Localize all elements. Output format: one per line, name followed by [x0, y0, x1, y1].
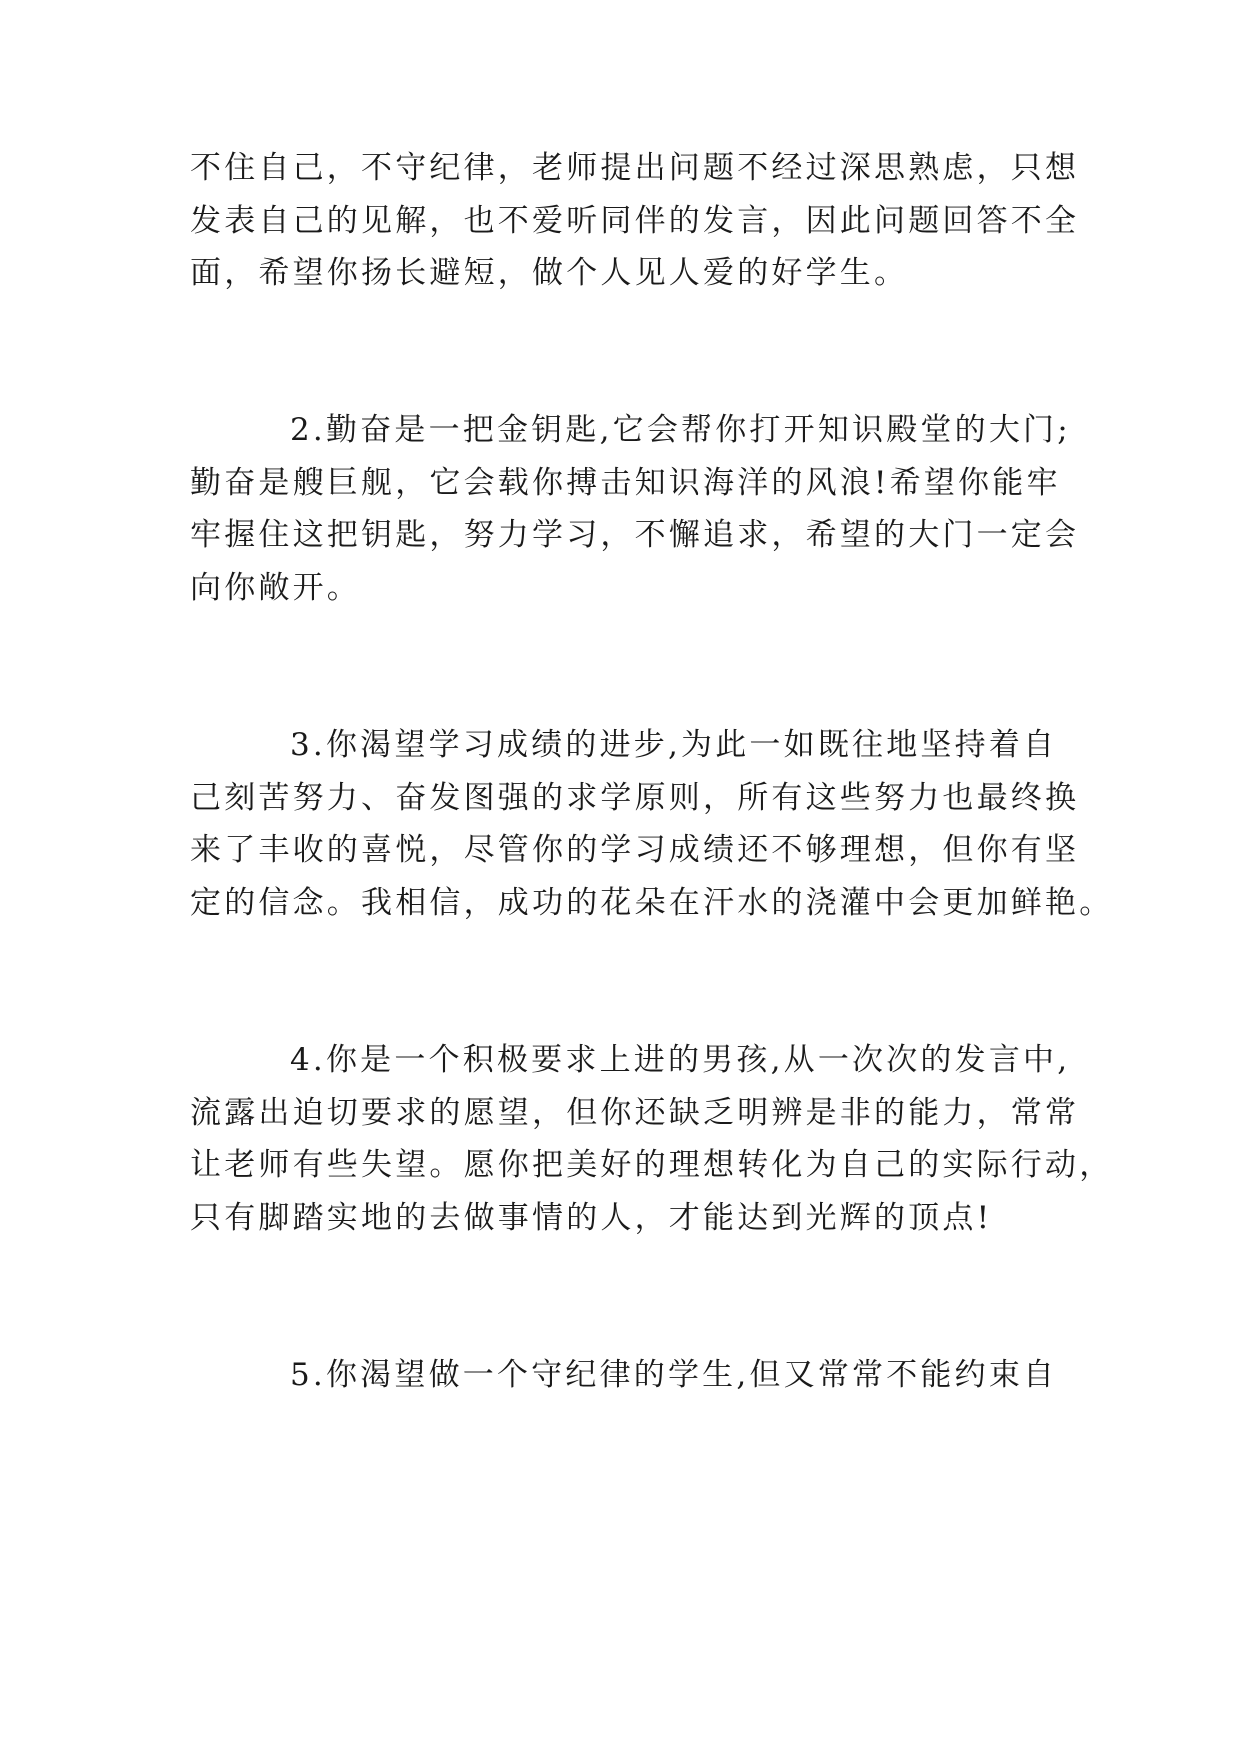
- paragraph-line: 来了丰收的喜悦，尽管你的学习成绩还不够理想，但你有坚: [190, 832, 1080, 868]
- paragraph-line: 让老师有些失望。愿你把美好的理想转化为自己的实际行动，: [190, 1147, 1114, 1183]
- paragraph-line: 5.你渴望做一个守纪律的学生,但又常常不能约束自: [290, 1357, 1058, 1393]
- paragraph-line: 定的信念。我相信，成功的花朵在汗水的浇灌中会更加鲜艳。: [190, 885, 1114, 921]
- paragraph-line: 己刻苦努力、奋发图强的求学原则，所有这些努力也最终换: [190, 780, 1080, 816]
- paragraph-line: 4.你是一个积极要求上进的男孩,从一次次的发言中,: [290, 1042, 1071, 1078]
- paragraph-line: 发表自己的见解，也不爱听同伴的发言，因此问题回答不全: [190, 203, 1080, 239]
- paragraph-line: 勤奋是艘巨舰，它会载你搏击知识海洋的风浪!希望你能牢: [190, 465, 1061, 501]
- paragraph-line: 3.你渴望学习成绩的进步,为此一如既往地坚持着自: [290, 727, 1058, 763]
- paragraph-line: 不住自己，不守纪律，老师提出问题不经过深思熟虑，只想: [190, 150, 1080, 186]
- paragraph-line: 向你敞开。: [190, 570, 361, 606]
- paragraph-line: 牢握住这把钥匙，努力学习，不懈追求，希望的大门一定会: [190, 517, 1080, 553]
- paragraph-line: 2.勤奋是一把金钥匙,它会帮你打开知识殿堂的大门;: [290, 412, 1071, 448]
- paragraph-line: 只有脚踏实地的去做事情的人，才能达到光辉的顶点!: [190, 1200, 993, 1236]
- paragraph-line: 面，希望你扬长避短，做个人见人爱的好学生。: [190, 255, 909, 291]
- paragraph-line: 流露出迫切要求的愿望，但你还缺乏明辨是非的能力，常常: [190, 1095, 1080, 1131]
